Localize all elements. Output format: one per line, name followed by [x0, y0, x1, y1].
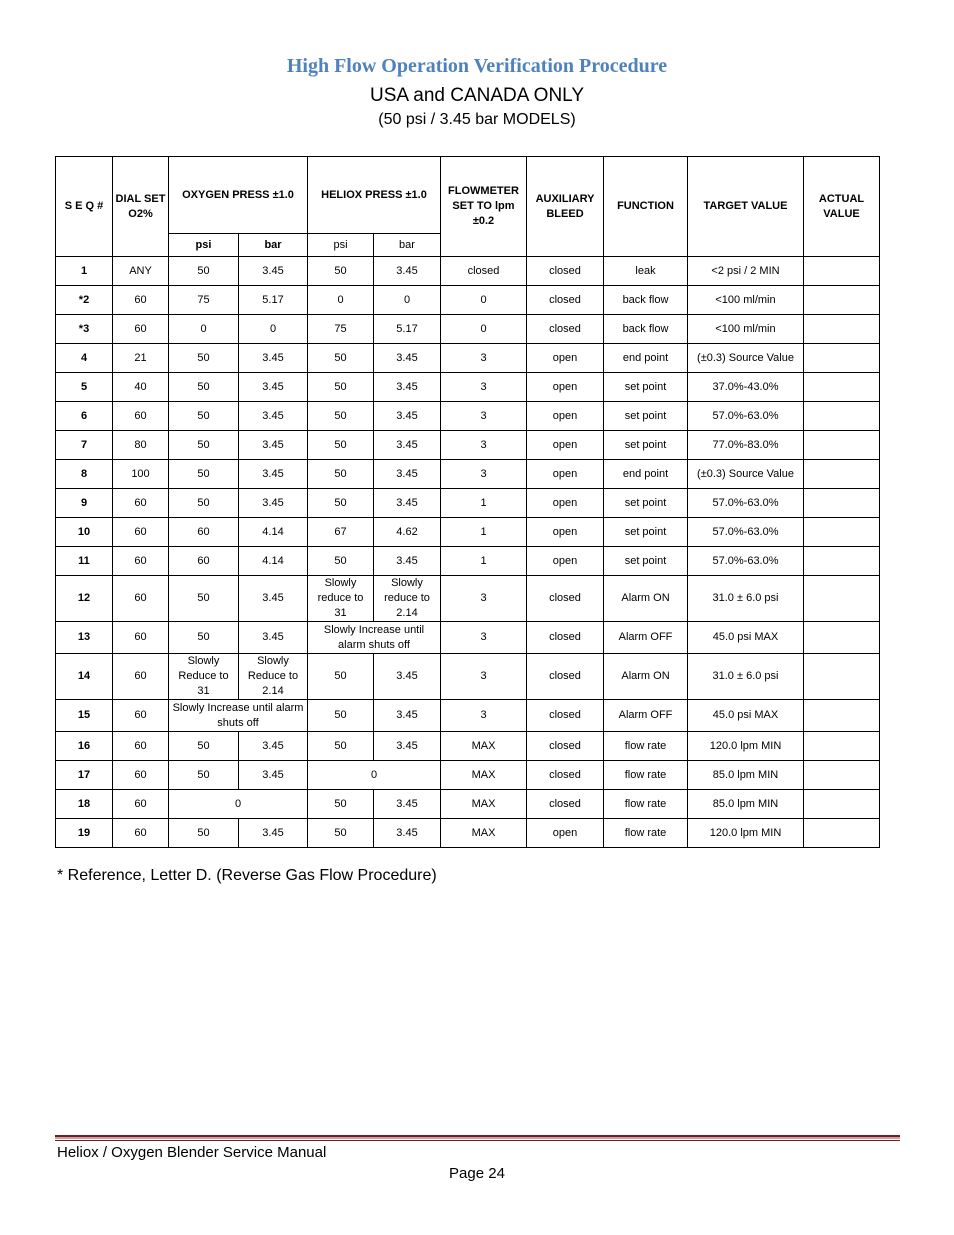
cell-seq: 15	[56, 700, 113, 732]
cell-dial-set: 60	[113, 402, 169, 431]
cell-function: set point	[604, 402, 688, 431]
table-row	[56, 344, 880, 373]
cell-target-value: 85.0 lpm MIN	[688, 790, 804, 819]
table-row	[56, 402, 880, 431]
cell-dial-set: 100	[113, 460, 169, 489]
cell-heliox-bar: 3.45	[374, 547, 441, 576]
cell-target-value: 37.0%-43.0%	[688, 373, 804, 402]
cell-actual-value	[804, 257, 880, 286]
cell-oxygen-bar: Slowly Reduce to 2.14	[239, 654, 308, 700]
table-row	[56, 790, 880, 819]
cell-function: end point	[604, 344, 688, 373]
cell-target-value: 120.0 lpm MIN	[688, 819, 804, 848]
cell-heliox-psi: 50	[308, 654, 374, 700]
cell-heliox-bar: Slowly reduce to 2.14	[374, 576, 441, 622]
cell-oxygen-bar: 3.45	[239, 402, 308, 431]
cell-heliox-bar: 4.62	[374, 518, 441, 547]
cell-oxygen-psi: 50	[169, 373, 239, 402]
cell-flowmeter: 0	[441, 315, 527, 344]
cell-actual-value	[804, 431, 880, 460]
table-row	[56, 315, 880, 344]
cell-function: flow rate	[604, 761, 688, 790]
cell-heliox-press: Slowly Increase until alarm shuts off	[308, 622, 441, 654]
cell-actual-value	[804, 489, 880, 518]
page-subtitle: USA and CANADA ONLY	[369, 85, 585, 106]
header-function: FUNCTION	[604, 157, 688, 257]
cell-seq: 1	[56, 257, 113, 286]
table-row	[56, 819, 880, 848]
header-target-value: TARGET VALUE	[688, 157, 804, 257]
cell-target-value: <100 ml/min	[688, 315, 804, 344]
cell-seq: *3	[56, 315, 113, 344]
cell-seq: 5	[56, 373, 113, 402]
footer-rule-thin	[55, 1140, 900, 1141]
cell-oxygen-psi: 50	[169, 576, 239, 622]
cell-heliox-bar: 3.45	[374, 402, 441, 431]
cell-heliox-bar: 3.45	[374, 819, 441, 848]
cell-function: set point	[604, 547, 688, 576]
cell-oxygen-bar: 3.45	[239, 622, 308, 654]
cell-heliox-psi: 67	[308, 518, 374, 547]
page-number: Page 24	[449, 1165, 505, 1182]
cell-function: set point	[604, 489, 688, 518]
cell-actual-value	[804, 790, 880, 819]
cell-oxygen-psi: 75	[169, 286, 239, 315]
header-seq: S E Q #	[56, 157, 113, 257]
cell-target-value: (±0.3) Source Value	[688, 460, 804, 489]
cell-heliox-psi: 50	[308, 257, 374, 286]
cell-heliox-psi: 50	[308, 489, 374, 518]
cell-heliox-bar: 3.45	[374, 344, 441, 373]
cell-heliox-bar: 3.45	[374, 373, 441, 402]
cell-actual-value	[804, 402, 880, 431]
cell-heliox-bar: 5.17	[374, 315, 441, 344]
cell-auxiliary-bleed: open	[527, 518, 604, 547]
cell-heliox-psi: 50	[308, 819, 374, 848]
cell-heliox-psi: 50	[308, 431, 374, 460]
header-heliox-psi: psi	[308, 234, 374, 257]
cell-target-value: 57.0%-63.0%	[688, 547, 804, 576]
cell-auxiliary-bleed: open	[527, 819, 604, 848]
cell-dial-set: 60	[113, 790, 169, 819]
cell-oxygen-psi: 50	[169, 732, 239, 761]
footer-rule	[55, 1135, 900, 1139]
cell-actual-value	[804, 460, 880, 489]
table-row	[56, 700, 880, 732]
cell-function: set point	[604, 518, 688, 547]
cell-target-value: 45.0 psi MAX	[688, 700, 804, 732]
cell-oxygen-bar: 4.14	[239, 518, 308, 547]
header-flowmeter: FLOWMETER SET TO lpm ±0.2	[441, 157, 527, 257]
cell-flowmeter: 3	[441, 460, 527, 489]
table-row	[56, 547, 880, 576]
cell-auxiliary-bleed: closed	[527, 622, 604, 654]
cell-oxygen-bar: 3.45	[239, 489, 308, 518]
cell-flowmeter: MAX	[441, 732, 527, 761]
cell-heliox-psi: 50	[308, 373, 374, 402]
cell-target-value: 57.0%-63.0%	[688, 402, 804, 431]
cell-dial-set: 60	[113, 654, 169, 700]
cell-auxiliary-bleed: open	[527, 402, 604, 431]
cell-auxiliary-bleed: closed	[527, 761, 604, 790]
cell-dial-set: 60	[113, 547, 169, 576]
manual-title: Heliox / Oxygen Blender Service Manual	[57, 1144, 327, 1161]
cell-oxygen-psi: 60	[169, 518, 239, 547]
cell-heliox-psi: 75	[308, 315, 374, 344]
cell-oxygen-bar: 0	[239, 315, 308, 344]
cell-flowmeter: 3	[441, 431, 527, 460]
cell-target-value: 57.0%-63.0%	[688, 518, 804, 547]
cell-oxygen-psi: 50	[169, 489, 239, 518]
cell-function: back flow	[604, 286, 688, 315]
cell-target-value: <2 psi / 2 MIN	[688, 257, 804, 286]
cell-flowmeter: 0	[441, 286, 527, 315]
cell-seq: 12	[56, 576, 113, 622]
cell-function: set point	[604, 373, 688, 402]
cell-seq: 4	[56, 344, 113, 373]
cell-dial-set: 60	[113, 576, 169, 622]
cell-flowmeter: MAX	[441, 790, 527, 819]
cell-heliox-bar: 3.45	[374, 790, 441, 819]
cell-heliox-psi: 50	[308, 700, 374, 732]
cell-heliox-bar: 3.45	[374, 489, 441, 518]
table-row	[56, 761, 880, 790]
header-oxygen-bar: bar	[239, 234, 308, 257]
cell-actual-value	[804, 286, 880, 315]
cell-auxiliary-bleed: open	[527, 431, 604, 460]
cell-function: Alarm OFF	[604, 622, 688, 654]
cell-heliox-bar: 3.45	[374, 732, 441, 761]
table-row	[56, 489, 880, 518]
cell-heliox-psi: 50	[308, 547, 374, 576]
header-dial-set: DIAL SET O2%	[113, 157, 169, 257]
cell-auxiliary-bleed: open	[527, 460, 604, 489]
cell-dial-set: 60	[113, 622, 169, 654]
cell-flowmeter: 1	[441, 489, 527, 518]
cell-seq: 6	[56, 402, 113, 431]
models-note: (50 psi / 3.45 bar MODELS)	[378, 111, 576, 128]
cell-flowmeter: 1	[441, 518, 527, 547]
header-oxygen-press: OXYGEN PRESS ±1.0	[169, 157, 308, 234]
cell-auxiliary-bleed: open	[527, 344, 604, 373]
table-row	[56, 373, 880, 402]
cell-oxygen-psi: 50	[169, 761, 239, 790]
cell-heliox-psi: 0	[308, 286, 374, 315]
cell-oxygen-bar: 4.14	[239, 547, 308, 576]
cell-oxygen-bar: 3.45	[239, 732, 308, 761]
cell-flowmeter: 3	[441, 373, 527, 402]
cell-seq: *2	[56, 286, 113, 315]
cell-auxiliary-bleed: closed	[527, 654, 604, 700]
cell-target-value: 31.0 ± 6.0 psi	[688, 576, 804, 622]
cell-dial-set: 60	[113, 819, 169, 848]
cell-oxygen-bar: 3.45	[239, 576, 308, 622]
cell-function: back flow	[604, 315, 688, 344]
cell-oxygen-psi: 50	[169, 402, 239, 431]
cell-oxygen-psi: 60	[169, 547, 239, 576]
cell-oxygen-press: Slowly Increase until alarm shuts off	[169, 700, 308, 732]
cell-actual-value	[804, 373, 880, 402]
cell-seq: 17	[56, 761, 113, 790]
cell-target-value: 57.0%-63.0%	[688, 489, 804, 518]
cell-auxiliary-bleed: open	[527, 547, 604, 576]
cell-function: flow rate	[604, 819, 688, 848]
cell-auxiliary-bleed: closed	[527, 286, 604, 315]
cell-actual-value	[804, 654, 880, 700]
cell-seq: 14	[56, 654, 113, 700]
cell-heliox-psi: 50	[308, 790, 374, 819]
cell-function: flow rate	[604, 732, 688, 761]
cell-actual-value	[804, 518, 880, 547]
cell-auxiliary-bleed: closed	[527, 732, 604, 761]
cell-dial-set: 80	[113, 431, 169, 460]
cell-actual-value	[804, 344, 880, 373]
table-body	[56, 257, 880, 848]
cell-actual-value	[804, 732, 880, 761]
header-actual-value: ACTUAL VALUE	[804, 157, 880, 257]
cell-oxygen-bar: 3.45	[239, 344, 308, 373]
cell-heliox-press: 0	[308, 761, 441, 790]
cell-seq: 10	[56, 518, 113, 547]
table-row	[56, 460, 880, 489]
cell-seq: 7	[56, 431, 113, 460]
cell-auxiliary-bleed: open	[527, 489, 604, 518]
cell-seq: 16	[56, 732, 113, 761]
cell-actual-value	[804, 547, 880, 576]
cell-auxiliary-bleed: closed	[527, 576, 604, 622]
cell-function: end point	[604, 460, 688, 489]
table-row	[56, 518, 880, 547]
cell-heliox-bar: 3.45	[374, 654, 441, 700]
cell-flowmeter: 3	[441, 700, 527, 732]
cell-flowmeter: 3	[441, 654, 527, 700]
cell-target-value: 45.0 psi MAX	[688, 622, 804, 654]
header-heliox-bar: bar	[374, 234, 441, 257]
cell-actual-value	[804, 819, 880, 848]
cell-dial-set: ANY	[113, 257, 169, 286]
cell-auxiliary-bleed: open	[527, 373, 604, 402]
cell-oxygen-psi: Slowly Reduce to 31	[169, 654, 239, 700]
cell-oxygen-psi: 50	[169, 622, 239, 654]
cell-heliox-psi: Slowly reduce to 31	[308, 576, 374, 622]
cell-heliox-bar: 3.45	[374, 431, 441, 460]
cell-actual-value	[804, 700, 880, 732]
cell-heliox-psi: 50	[308, 732, 374, 761]
cell-seq: 11	[56, 547, 113, 576]
cell-dial-set: 60	[113, 732, 169, 761]
cell-oxygen-psi: 50	[169, 257, 239, 286]
cell-oxygen-bar: 5.17	[239, 286, 308, 315]
cell-heliox-psi: 50	[308, 344, 374, 373]
cell-flowmeter: 3	[441, 576, 527, 622]
cell-flowmeter: closed	[441, 257, 527, 286]
cell-target-value: <100 ml/min	[688, 286, 804, 315]
cell-function: Alarm ON	[604, 654, 688, 700]
cell-oxygen-bar: 3.45	[239, 373, 308, 402]
cell-oxygen-bar: 3.45	[239, 761, 308, 790]
cell-flowmeter: 3	[441, 344, 527, 373]
table-row	[56, 622, 880, 654]
cell-dial-set: 60	[113, 700, 169, 732]
procedure-table	[55, 156, 880, 848]
page-title: High Flow Operation Verification Procedure	[286, 55, 668, 77]
cell-oxygen-psi: 50	[169, 344, 239, 373]
header-heliox-press: HELIOX PRESS ±1.0	[308, 157, 441, 234]
cell-oxygen-psi: 50	[169, 460, 239, 489]
cell-function: Alarm ON	[604, 576, 688, 622]
cell-dial-set: 40	[113, 373, 169, 402]
cell-auxiliary-bleed: closed	[527, 790, 604, 819]
cell-heliox-bar: 0	[374, 286, 441, 315]
cell-heliox-psi: 50	[308, 460, 374, 489]
cell-oxygen-bar: 3.45	[239, 431, 308, 460]
cell-function: set point	[604, 431, 688, 460]
cell-actual-value	[804, 622, 880, 654]
cell-oxygen-press: 0	[169, 790, 308, 819]
cell-seq: 8	[56, 460, 113, 489]
cell-flowmeter: MAX	[441, 819, 527, 848]
cell-dial-set: 60	[113, 518, 169, 547]
table-row	[56, 431, 880, 460]
table-row	[56, 654, 880, 700]
cell-function: Alarm OFF	[604, 700, 688, 732]
cell-dial-set: 60	[113, 489, 169, 518]
cell-auxiliary-bleed: closed	[527, 700, 604, 732]
cell-auxiliary-bleed: closed	[527, 257, 604, 286]
header-auxiliary-bleed: AUXILIARY BLEED	[527, 157, 604, 257]
cell-function: leak	[604, 257, 688, 286]
cell-target-value: 31.0 ± 6.0 psi	[688, 654, 804, 700]
cell-actual-value	[804, 315, 880, 344]
table-row	[56, 286, 880, 315]
cell-dial-set: 60	[113, 315, 169, 344]
cell-dial-set: 60	[113, 286, 169, 315]
cell-target-value: 120.0 lpm MIN	[688, 732, 804, 761]
cell-seq: 13	[56, 622, 113, 654]
cell-oxygen-psi: 50	[169, 819, 239, 848]
cell-seq: 19	[56, 819, 113, 848]
table-row	[56, 257, 880, 286]
cell-oxygen-bar: 3.45	[239, 257, 308, 286]
cell-actual-value	[804, 761, 880, 790]
cell-heliox-bar: 3.45	[374, 460, 441, 489]
cell-seq: 9	[56, 489, 113, 518]
cell-dial-set: 21	[113, 344, 169, 373]
footnote: * Reference, Letter D. (Reverse Gas Flow Procedure)	[57, 867, 437, 884]
cell-flowmeter: 3	[441, 622, 527, 654]
cell-flowmeter: 3	[441, 402, 527, 431]
cell-auxiliary-bleed: closed	[527, 315, 604, 344]
table-row	[56, 732, 880, 761]
cell-dial-set: 60	[113, 761, 169, 790]
header-oxygen-psi: psi	[169, 234, 239, 257]
cell-target-value: (±0.3) Source Value	[688, 344, 804, 373]
cell-actual-value	[804, 576, 880, 622]
table-row	[56, 576, 880, 622]
cell-oxygen-bar: 3.45	[239, 819, 308, 848]
cell-target-value: 77.0%-83.0%	[688, 431, 804, 460]
cell-oxygen-psi: 50	[169, 431, 239, 460]
cell-oxygen-psi: 0	[169, 315, 239, 344]
cell-function: flow rate	[604, 790, 688, 819]
cell-heliox-bar: 3.45	[374, 700, 441, 732]
cell-heliox-psi: 50	[308, 402, 374, 431]
cell-oxygen-bar: 3.45	[239, 460, 308, 489]
cell-seq: 18	[56, 790, 113, 819]
cell-flowmeter: 1	[441, 547, 527, 576]
cell-heliox-bar: 3.45	[374, 257, 441, 286]
cell-target-value: 85.0 lpm MIN	[688, 761, 804, 790]
cell-flowmeter: MAX	[441, 761, 527, 790]
